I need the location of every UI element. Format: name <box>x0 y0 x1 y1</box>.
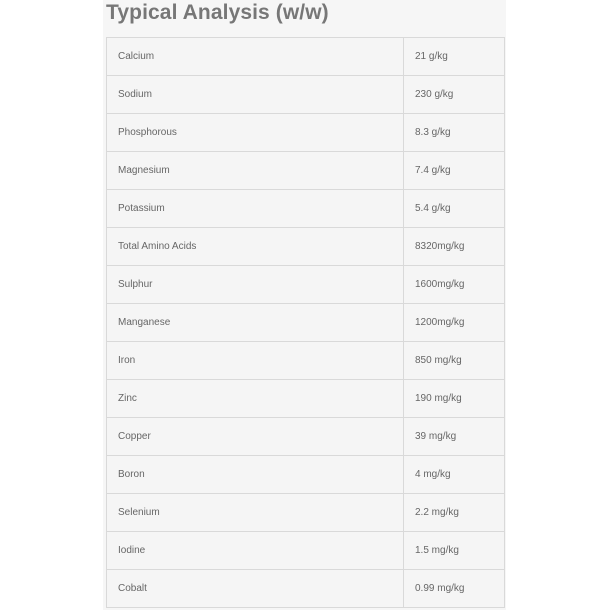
nutrient-value-cell: 190 mg/kg <box>404 380 505 418</box>
nutrient-value-cell: 39 mg/kg <box>404 418 505 456</box>
table-row <box>107 456 505 494</box>
nutrient-value-cell: 8320mg/kg <box>404 228 505 266</box>
nutrient-name-cell: Total Amino Acids <box>107 228 404 266</box>
nutrient-value-cell: 0.99 mg/kg <box>404 570 505 608</box>
nutrient-value-cell: 850 mg/kg <box>404 342 505 380</box>
table-row <box>107 380 505 418</box>
nutrient-value-cell: 4 mg/kg <box>404 456 505 494</box>
table-row <box>107 152 505 190</box>
nutrient-value-cell: 1200mg/kg <box>404 304 505 342</box>
section-heading: Typical Analysis (w/w) <box>106 1 329 24</box>
table-row <box>107 532 505 570</box>
table-row <box>107 342 505 380</box>
nutrient-value-cell: 2.2 mg/kg <box>404 494 505 532</box>
nutrient-name-cell: Zinc <box>107 380 404 418</box>
nutrient-name-cell: Copper <box>107 418 404 456</box>
nutrient-value-cell: 7.4 g/kg <box>404 152 505 190</box>
nutrient-name-cell: Boron <box>107 456 404 494</box>
table-row <box>107 304 505 342</box>
analysis-table <box>106 37 505 608</box>
table-row <box>107 38 505 76</box>
nutrient-name-cell: Calcium <box>107 38 404 76</box>
nutrient-name-cell: Iron <box>107 342 404 380</box>
table-row <box>107 190 505 228</box>
nutrient-value-cell: 21 g/kg <box>404 38 505 76</box>
nutrient-name-cell: Selenium <box>107 494 404 532</box>
nutrient-name-cell: Sodium <box>107 76 404 114</box>
nutrient-value-cell: 1600mg/kg <box>404 266 505 304</box>
nutrient-name-cell: Magnesium <box>107 152 404 190</box>
nutrient-name-cell: Cobalt <box>107 570 404 608</box>
nutrient-name-cell: Manganese <box>107 304 404 342</box>
table-row <box>107 114 505 152</box>
table-row <box>107 266 505 304</box>
nutrient-value-cell: 230 g/kg <box>404 76 505 114</box>
table-row <box>107 418 505 456</box>
table-row <box>107 76 505 114</box>
nutrient-name-cell: Potassium <box>107 190 404 228</box>
nutrient-name-cell: Phosphorous <box>107 114 404 152</box>
nutrient-name-cell: Sulphur <box>107 266 404 304</box>
nutrient-value-cell: 8.3 g/kg <box>404 114 505 152</box>
nutrient-name-cell: Iodine <box>107 532 404 570</box>
table-row <box>107 228 505 266</box>
table-row <box>107 570 505 608</box>
nutrient-value-cell: 5.4 g/kg <box>404 190 505 228</box>
table-row <box>107 494 505 532</box>
nutrient-value-cell: 1.5 mg/kg <box>404 532 505 570</box>
